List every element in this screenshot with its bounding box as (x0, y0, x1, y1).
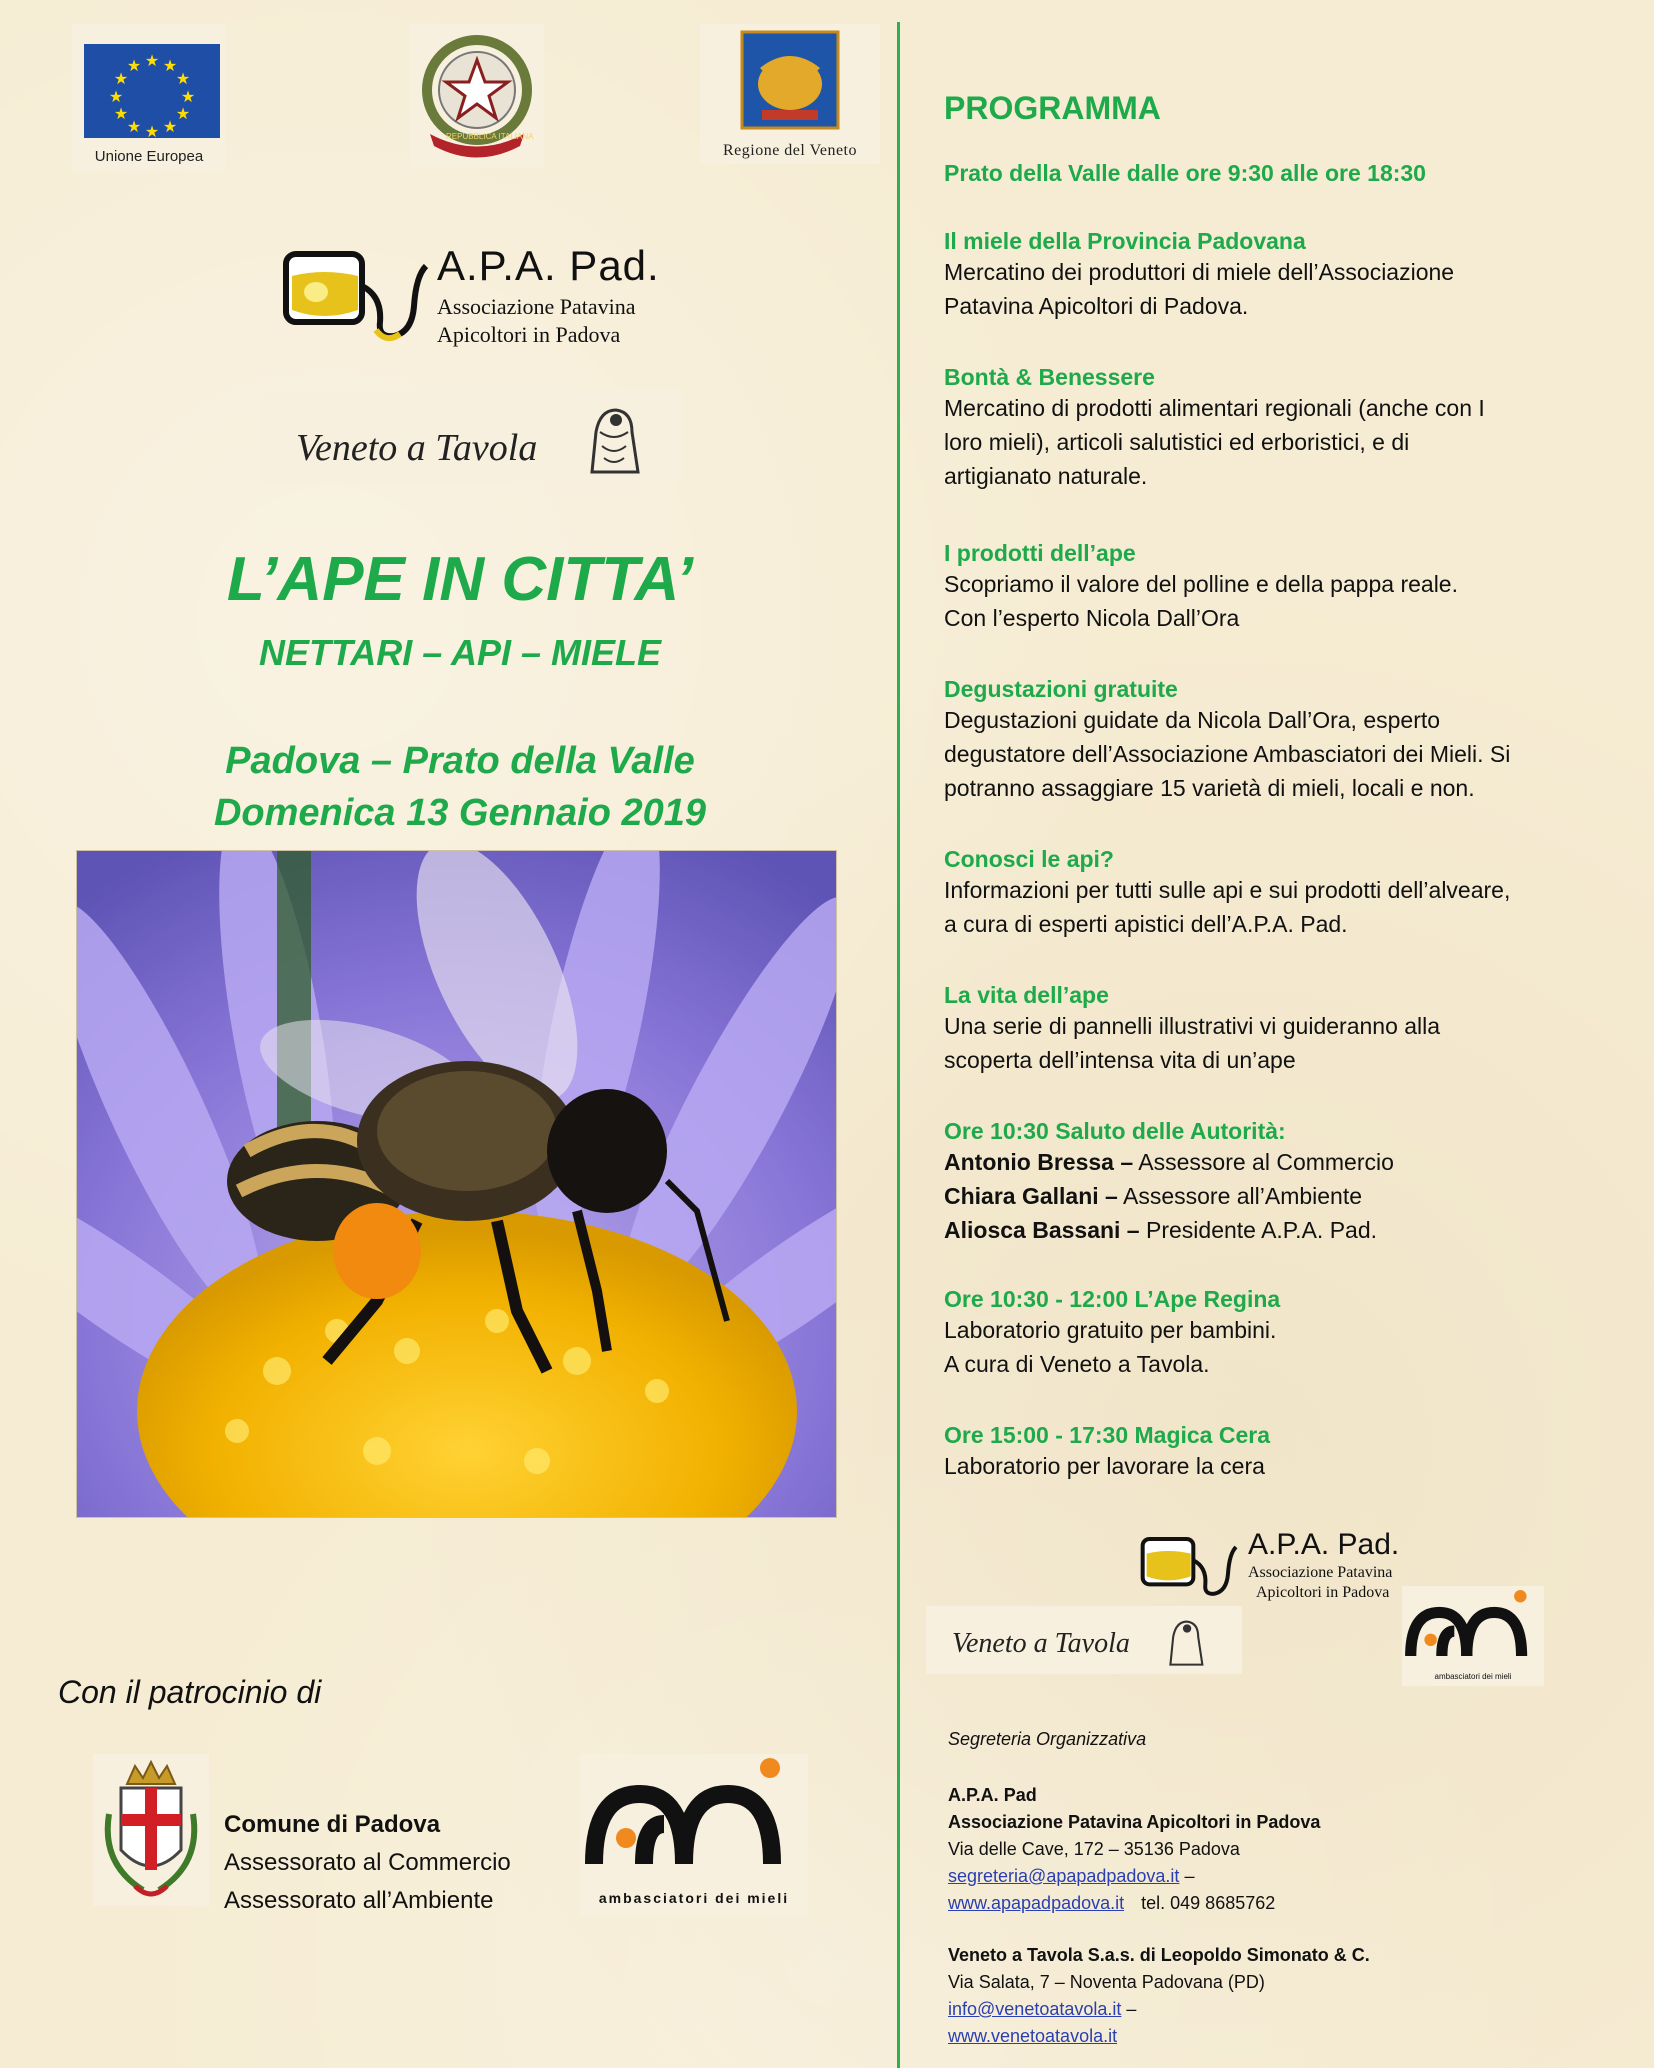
autorita-section (944, 1118, 1614, 1247)
assessorato-commercio: Assessorato al Commercio (224, 1849, 511, 1876)
veneto-a-tavola-logo (262, 390, 682, 482)
program-section (944, 228, 1614, 323)
vat-contact-name: Veneto a Tavola S.a.s. di Leopoldo Simonato & C. (948, 1945, 1370, 1965)
apa-subtitle-small-1: Associazione Patavina (1248, 1564, 1393, 1581)
program-title: PROGRAMMA (944, 90, 1161, 126)
honey-jar-icon (1140, 1532, 1240, 1602)
padova-crest-icon (93, 1754, 209, 1906)
vat-web-line (948, 2023, 1588, 2050)
svg-text:★: ★ (126, 119, 142, 136)
veneto-region-logo (700, 24, 880, 164)
section-heading: Ore 10:30 Saluto delle Autorità: (944, 1118, 1286, 1144)
comune-name: Comune di Padova (224, 1811, 441, 1838)
section-heading: La vita dell’ape (944, 982, 1109, 1008)
apa-contact-name: A.P.A. Pad (948, 1785, 1037, 1805)
apa-web-link[interactable]: www.apapadpadova.it (948, 1893, 1125, 1913)
apa-tel: tel. 049 8685762 (1141, 1893, 1276, 1913)
veneto-a-tavola-text-small: Veneto a Tavola (952, 1628, 1130, 1659)
program-section (944, 982, 1614, 1077)
chef-figure-icon (1162, 1616, 1208, 1666)
veneto-a-tavola-logo-small (926, 1606, 1242, 1674)
honey-jar-icon (282, 246, 432, 346)
person-role: Assessore all’Ambiente (1117, 1183, 1363, 1209)
person-line (944, 1213, 1614, 1247)
section-line: Informazioni per tutti sulle api e sui prodotti dell’alveare, (944, 877, 1511, 903)
section-heading: Ore 15:00 - 17:30 Magica Cera (944, 1422, 1271, 1448)
svg-text:★: ★ (126, 58, 142, 75)
segreteria-label: Segreteria Organizzativa (948, 1729, 1147, 1749)
section-heading: Degustazioni gratuite (944, 676, 1178, 702)
apa-title: A.P.A. Pad. (437, 242, 660, 289)
section-line: Patavina Apicoltori di Padova. (944, 293, 1249, 319)
section-heading: Conosci le api? (944, 846, 1114, 872)
person-role: Assessore al Commercio (1133, 1149, 1394, 1175)
section-line: Scopriamo il valore del polline e della pappa reale. (944, 571, 1458, 597)
program-section (944, 364, 1614, 493)
bee-on-flower-photo (76, 850, 837, 1518)
ambasciatori-caption: ambasciatori dei mieli (598, 1890, 790, 1906)
svg-text:★: ★ (162, 58, 178, 75)
program-section (944, 540, 1614, 635)
vat-email-link[interactable]: info@venetoatavola.it (948, 1999, 1122, 2019)
section-heading: I prodotti dell’ape (944, 540, 1136, 566)
section-heading: Il miele della Provincia Padovana (944, 228, 1306, 254)
section-line: A cura di Veneto a Tavola. (944, 1351, 1210, 1377)
person-name: Chiara Gallani – (944, 1183, 1118, 1209)
section-line: potranno assaggiare 15 varietà di mieli, locali e non. (944, 775, 1475, 801)
apa-email-link[interactable]: segreteria@apapadpadova.it (948, 1866, 1180, 1886)
regina-section (944, 1286, 1614, 1381)
apa-contact-block (948, 1782, 1588, 1917)
svg-text:★: ★ (113, 71, 129, 88)
eu-logo (72, 24, 226, 172)
section-line: degustatore dell’Associazione Ambasciatori dei Mieli. Si (944, 741, 1511, 767)
patronage-label: Con il patrocinio di (58, 1674, 322, 1710)
person-line (944, 1145, 1614, 1179)
vat-web-link[interactable]: www.venetoatavola.it (948, 2026, 1118, 2046)
chef-figure-icon (580, 402, 646, 474)
apa-pad-logo (282, 242, 672, 352)
section-line: Laboratorio gratuito per bambini. (944, 1317, 1277, 1343)
apa-subtitle-small-2: Apicoltori in Padova (1256, 1584, 1390, 1601)
apa-contact-address: Via delle Cave, 172 – 35136 Padova (948, 1839, 1240, 1859)
program-section (944, 846, 1614, 941)
vat-contact-block (948, 1942, 1588, 2050)
ambasciatori-mark-icon (1402, 1586, 1544, 1670)
section-line: loro mieli), articoli salutistici ed erboristici, e di (944, 429, 1410, 455)
section-line: Laboratorio per lavorare la cera (944, 1453, 1265, 1479)
apa-web-line (948, 1890, 1588, 1917)
vat-email-line (948, 1996, 1588, 2023)
section-line: Mercatino dei produttori di miele dell’Associazione (944, 259, 1455, 285)
section-heading: Bontà & Benessere (944, 364, 1155, 390)
svg-text:★: ★ (180, 89, 196, 106)
person-role: Presidente A.P.A. Pad. (1139, 1217, 1378, 1243)
person-name: Antonio Bressa – (944, 1149, 1134, 1175)
ambasciatori-logo (580, 1754, 808, 1916)
apa-email-dash: – (1179, 1866, 1195, 1886)
section-line: artigianato naturale. (944, 463, 1148, 489)
eu-flag-icon (84, 44, 220, 138)
event-subtitle: NETTARI – API – MIELE (258, 632, 662, 673)
apa-subtitle-2: Apicoltori in Padova (437, 322, 621, 347)
ambasciatori-mark-icon (580, 1754, 808, 1884)
eu-caption: Unione Europea (94, 148, 204, 165)
svg-text:★: ★ (113, 106, 129, 123)
italy-label: REPUBBLICA ITALIANA (446, 132, 534, 141)
svg-text:★: ★ (108, 89, 124, 106)
apa-title-small: A.P.A. Pad. (1248, 1528, 1400, 1561)
svg-text:★: ★ (144, 124, 160, 138)
section-heading: Ore 10:30 - 12:00 L’Ape Regina (944, 1286, 1281, 1312)
svg-text:★: ★ (175, 106, 191, 123)
section-line: Degustazioni guidate da Nicola Dall’Ora, esperto (944, 707, 1441, 733)
comune-padova-crest (93, 1754, 209, 1906)
veneto-a-tavola-text: Veneto a Tavola (296, 427, 538, 469)
comune-text-block (224, 1806, 511, 1920)
column-divider (897, 22, 900, 2068)
svg-text:★: ★ (162, 119, 178, 136)
vat-contact-address: Via Salata, 7 – Noventa Padovana (PD) (948, 1972, 1265, 1992)
event-date: Domenica 13 Gennaio 2019 (213, 792, 707, 834)
event-place: Padova – Prato della Valle (225, 740, 695, 782)
section-line: a cura di esperti apistici dell’A.P.A. Pad. (944, 911, 1348, 937)
svg-text:★: ★ (175, 71, 191, 88)
person-name: Aliosca Bassani – (944, 1217, 1140, 1243)
svg-text:★: ★ (144, 53, 160, 70)
apa-contact-full: Associazione Patavina Apicoltori in Padova (948, 1812, 1321, 1832)
veneto-caption: Regione del Veneto (722, 142, 857, 159)
italy-emblem (410, 24, 544, 168)
program-section (944, 676, 1614, 805)
section-line: Una serie di pannelli illustrativi vi guideranno alla (944, 1013, 1441, 1039)
ambasciatori-logo-small (1402, 1586, 1544, 1686)
section-line: scoperta dell’intensa vita di un’ape (944, 1047, 1296, 1073)
assessorato-ambiente: Assessorato all’Ambiente (224, 1887, 494, 1914)
program-hours: Prato della Valle dalle ore 9:30 alle ore 18:30 (944, 160, 1426, 186)
section-line: Mercatino di prodotti alimentari regionali (anche con I (944, 395, 1485, 421)
apa-email-line (948, 1863, 1588, 1890)
section-line: Con l’esperto Nicola Dall’Ora (944, 605, 1240, 631)
event-title: L’APE IN CITTA’ (226, 545, 694, 614)
cera-section (944, 1422, 1614, 1483)
apa-subtitle-1: Associazione Patavina (437, 294, 636, 319)
person-line (944, 1179, 1614, 1213)
italy-emblem-icon (410, 24, 544, 168)
lion-icon (700, 24, 880, 136)
apa-pad-logo-small (1140, 1528, 1430, 1608)
ambasciatori-caption-small: ambasciatori dei mieli (1434, 1672, 1512, 1681)
vat-email-dash: – (1121, 1999, 1137, 2019)
